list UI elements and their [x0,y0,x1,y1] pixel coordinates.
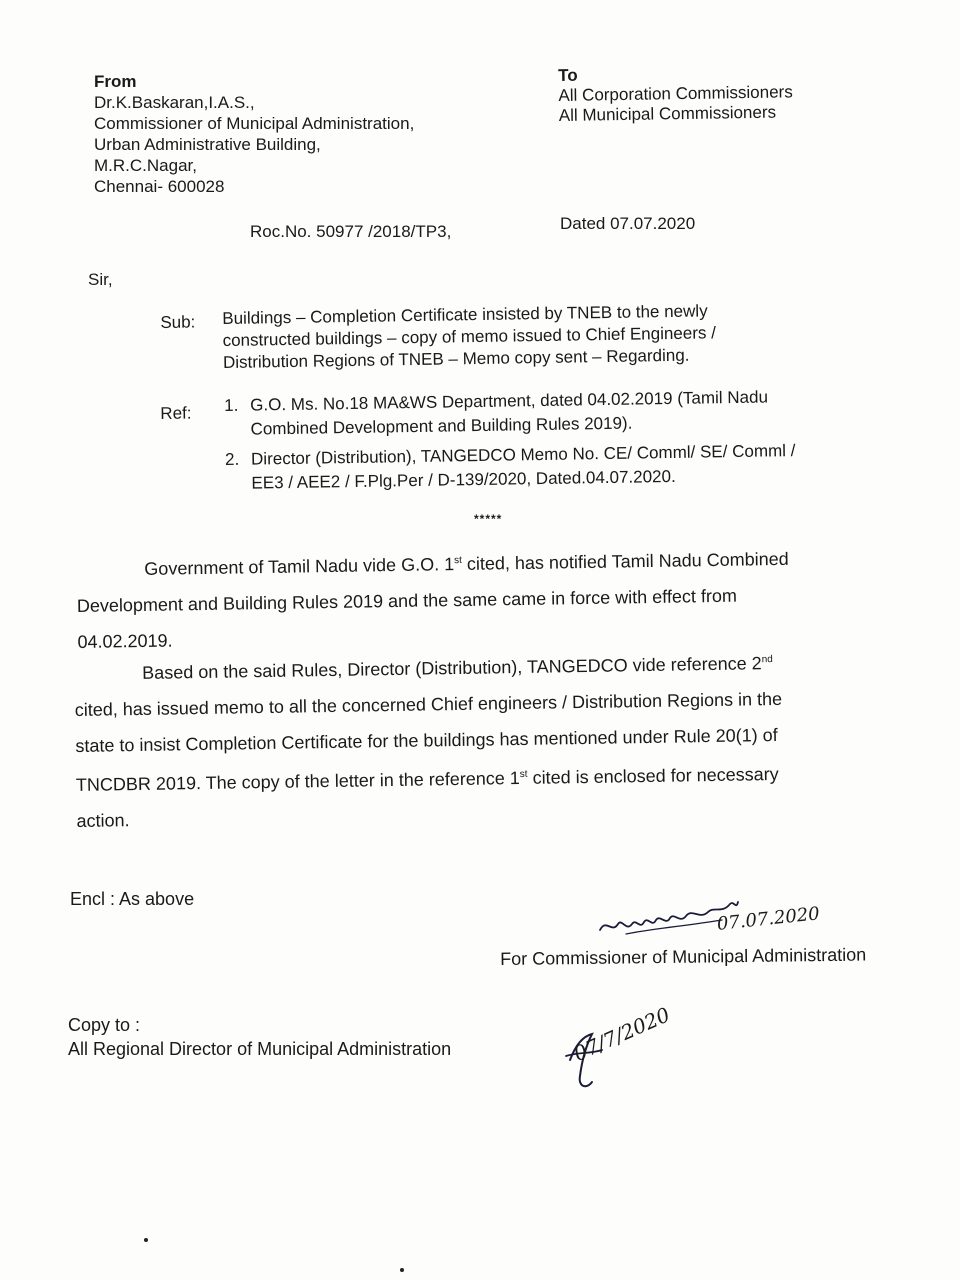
from-block [94,72,414,197]
paragraph-line: action. [76,810,130,831]
subject-line: Distribution Regions of TNEB – Memo copy sent – Regarding. [222,345,690,373]
separator: ***** [474,512,503,526]
from-line: Dr.K.Baskaran,I.A.S., [94,93,255,112]
paragraph-line: Government of Tamil Nadu vide G.O. 1st cited, has notified Tamil Nadu Combined [144,548,789,579]
roc-number: Roc.No. 50977 /2018/TP3, [250,222,452,241]
paragraph-2 [74,649,784,832]
subject-line: Buildings – Completion Certificate insisted by TNEB to the newly [222,301,708,329]
paragraph-line: cited, has issued memo to all the concerned Chief engineers / Distribution Regions in the [74,688,783,720]
salutation: Sir, [88,270,113,289]
enclosure: Encl : As above [70,889,195,909]
to-line: All Corporation Commissioners [558,82,793,105]
copy-to-heading: Copy to : [68,1015,141,1035]
from-line: Urban Administrative Building, [94,135,321,154]
subject-line: constructed buildings – copy of memo issued to Chief Engineers / [222,323,716,351]
paragraph-1 [76,537,790,653]
paragraph-line: 04.02.2019. [77,630,173,652]
paragraph-line: Based on the said Rules, Director (Distribution), TANGEDCO vide reference 2nd [142,653,773,683]
from-line: Commissioner of Municipal Administration, [94,114,415,133]
to-line: All Municipal Commissioners [558,102,777,125]
from-line: M.R.C.Nagar, [94,156,197,175]
from-line: Chennai- 600028 [94,177,225,196]
reference-number: 1. [224,395,239,415]
subject-label: Sub: [160,312,196,332]
reference-label: Ref: [160,403,192,423]
copy-to-line: All Regional Director of Municipal Administration [68,1039,452,1059]
to-block [558,62,793,126]
stray-dot [144,1238,148,1242]
paragraph-line: Development and Building Rules 2019 and the same came in force with effect from [76,585,738,616]
signature-date: 07.07.2020 [716,903,821,935]
for-commissioner-line: For Commissioner of Municipal Administration [500,944,867,969]
from-heading: From [94,72,137,91]
copy-to-block [68,1014,451,1060]
paragraph-line: TNCDBR 2019. The copy of the letter in the reference 1st cited is enclosed for necessary [75,763,779,795]
dated: Dated 07.07.2020 [560,214,696,233]
stray-dot [400,1268,404,1272]
to-heading: To [558,65,578,85]
reference-number: 2. [224,449,240,469]
paragraph-line: state to insist Completion Certificate for the buildings has mentioned under Rule 20(1) of [75,724,778,756]
reference-text: Combined Development and Building Rules 2019). [250,413,633,439]
reference-text: G.O. Ms. No.18 MA&WS Department, dated 04.02.2019 (Tamil Nadu [250,387,769,415]
reference-text: Director (Distribution), TANGEDCO Memo No. CE/ Comml/ SE/ Comml / [250,441,796,469]
reference-text: EE3 / AEE2 / F.Plg.Per / D-139/2020, Dated.04.07.2020. [251,466,676,493]
initial-date: 07/7/2020 [570,1002,674,1066]
